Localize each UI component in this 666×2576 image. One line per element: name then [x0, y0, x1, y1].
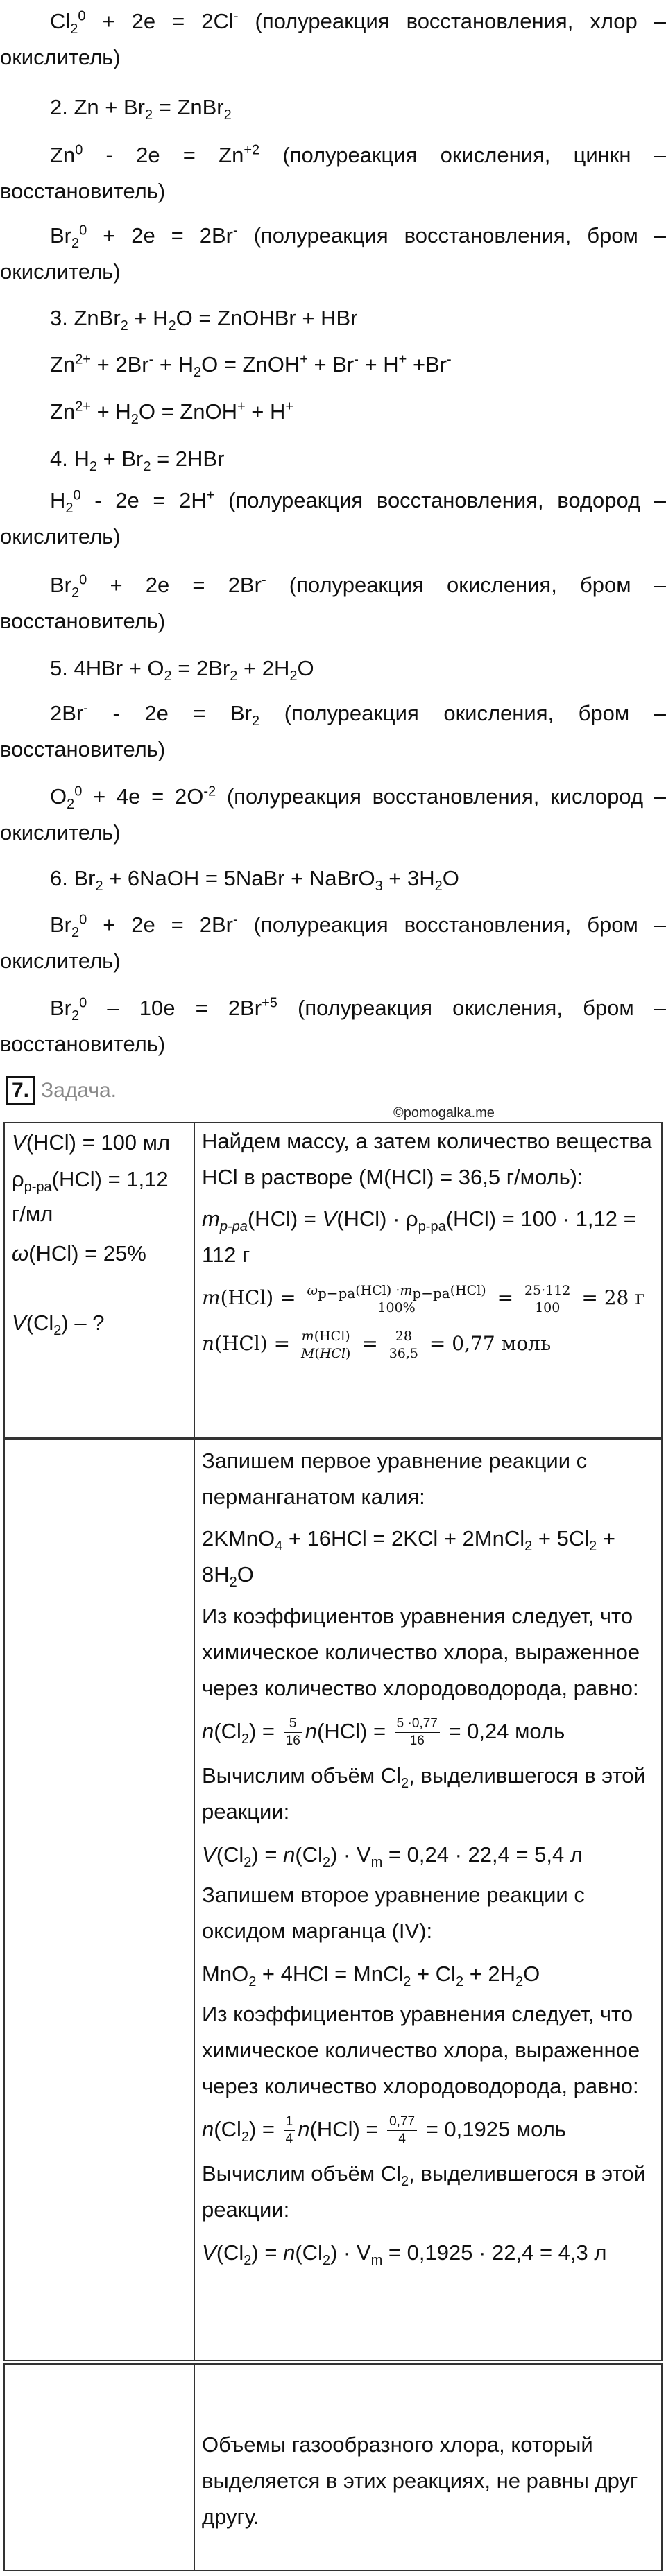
- reaction-5: 5. $4HBr + O_2 = 2Br_2 + 2H_2O$: [50, 656, 314, 684]
- line-br-reduction-cont: окислитель): [0, 259, 121, 284]
- text-first-reaction: Запишем первое уравнение реакции с перманганатом калия:: [202, 1449, 588, 1509]
- text-second-reaction: Запишем второе уравнение реакции с оксидом марганца (IV):: [202, 1883, 585, 1943]
- empty-cell-1: [4, 1440, 194, 2360]
- line-zn-oxidation-cont: восстановитель): [0, 179, 166, 203]
- line-cl-reduction-cont: окислитель): [0, 45, 121, 69]
- line-br-oxidation-2-cont: восстановитель): [0, 737, 166, 761]
- reaction-2: 2. $Zn + Br_2$ = ZnBr$_2$: [50, 95, 232, 123]
- text-coefficients-2: Из коэффициентов уравнения следует, что химическое количество хлора, выраженное через количество хлородоводорода, равно:: [202, 2002, 640, 2098]
- line-br-oxidation-2: $2Br^- - 2e = Br_2$ (полуреакция окисления, бром –: [50, 700, 666, 729]
- calc-v-cl2-1: $V(Cl_2) = n(Cl_2) \cdot V_m = 0,24 \cdot 22,4 = 5,4$ л: [202, 1842, 583, 1871]
- calc-n-cl2-1: $n(Cl_2)$ = $\frac{5}{16}$ n(HCl) = $\frac{5 \cdot 0,77}{16}$ = 0,24 моль: [202, 1716, 565, 1749]
- given-density: $\rho_{р-ра}(HCl) = 1,12$ г/мл: [12, 1167, 169, 1226]
- solution-cell-1: [194, 1123, 662, 1438]
- empty-cell-2: [4, 2364, 194, 2570]
- line-zn-oxidation: $Zn^0 - 2e = Zn^{+2}$ (полуреакция окисления, цинкн –: [50, 142, 666, 167]
- calc-n-cl2-2: $n(Cl_2)$ = $\frac{1}{4}$ n(HCl) = $\frac{0,77}{4}$ = 0,1925 моль: [202, 2114, 566, 2147]
- task-header: [0, 1075, 666, 1106]
- conclusion-table: [3, 2363, 663, 2571]
- reaction-4: 4. $H_2 + Br_2 = 2HBr$: [50, 447, 225, 475]
- given-volume: V(HCl) = 100 мл: [12, 1130, 171, 1155]
- ionic-eq-full: $Zn^{2+} + 2Br^- + H_2O$ = ZnOH+ + Br- + H+ +Br-: [50, 352, 452, 381]
- line-o-reduction-cont: окислитель): [0, 820, 121, 845]
- line-br-reduction: $Br_2^0 + 2e = 2Br^-$ (полуреакция восстановления, бром –: [50, 223, 666, 252]
- conclusion-text: Объемы газообразного хлора, который выделяется в этих реакциях, не равны друг другу.: [202, 2432, 638, 2529]
- line-br-reduction-2-cont: окислитель): [0, 949, 121, 973]
- line-h-reduction: $H_2^0 - 2e = 2H^+$ (полуреакция восстановления, водород –: [50, 487, 666, 517]
- calc-v-cl2-2: $V(Cl_2) = n(Cl_2) \cdot V_m = 0,1925 \cdot 22,4 = 4,3$ л: [202, 2240, 607, 2269]
- solution-intro: Найдем массу, а затем количество вещества HCl в растворе (M(HCl) = 36,5 г/моль):: [202, 1129, 652, 1189]
- find-volume: $V(Cl_2)$ – ?: [12, 1311, 105, 1339]
- text-volume-2: Вычислим объём $Cl_2$, выделившегося в этой реакции:: [202, 2161, 646, 2222]
- conclusion-cell: [194, 2364, 662, 2570]
- line-o-reduction: $O_2^0 + 4e = 2O^{-2}$ (полуреакция восстановления, кислород –: [50, 784, 666, 813]
- task-number: 7.: [6, 1076, 35, 1105]
- solution-mass-solution: $m_{р-ра}(HCl) = V(HCl) \cdot \rho_{р-ра}(HCl) = 100 \cdot 1,12$ = 112 г: [202, 1207, 636, 1267]
- line-br-oxidation-3: $Br_2^0 - 10e = 2Br^{+5}$ (полуреакция окисления, бром –: [50, 995, 666, 1024]
- reaction-6: 6. $Br_2$ + 6NaOH = 5NaBr + NaBrO$_3$ + $3H_2O$: [50, 866, 459, 894]
- given-table: [3, 1122, 663, 1439]
- text-coefficients-1: Из коэффициентов уравнения следует, что химическое количество хлора, выраженное через количество хлородоводорода, равно:: [202, 1604, 640, 1700]
- equation-kmno4: 2KMnO$_4$ + 16HCl = 2KCl + 2MnCl$_2$ + $5Cl_2$ + $8H_2O$: [202, 1526, 615, 1591]
- equation-mno2: MnO$_2$ + 4HCl = MnCl$_2$ + $Cl_2 + 2H_2O$: [202, 1962, 540, 1990]
- ionic-eq-short: $Zn^{2+} + H_2O$ = ZnOH+ + H+: [50, 399, 294, 428]
- given-omega: ω(HCl) = 25%: [12, 1241, 146, 1265]
- solution-n-hcl: n(HCl) = $\frac{\text{m(HCl)}}{\text{M(HCl)}}$ = $\frac{28}{36,5}$ = 0,77 моль: [202, 1329, 552, 1361]
- task-label: Задача.: [41, 1079, 117, 1102]
- solution-table: [3, 1439, 663, 2361]
- solution-mass-hcl: m(HCl) = $\frac{\omega_{р-ра}(HCl) \cdot m_{р-ра}(HCl)}{100\%}$ = $\frac{25\cdot 112}{100}$ = 28 г: [202, 1283, 645, 1315]
- line-br-oxidation: $Br_2^0 + 2e = 2Br^-$ (полуреакция окисления, бром –: [50, 572, 666, 601]
- line-br-oxidation-3-cont: восстановитель): [0, 1032, 166, 1056]
- line-cl-reduction: $Cl_2^0 + 2e = 2Cl^-$ (полуреакция восстановления, хлор –: [50, 8, 666, 37]
- text-volume-1: Вычислим объём $Cl_2$, выделившегося в этой реакции:: [202, 1763, 646, 1824]
- given-cell: [4, 1123, 194, 1438]
- line-br-oxidation-cont: восстановитель): [0, 609, 166, 633]
- reaction-3: 3. ZnBr$_2$ + $H_2O$ = ZnOHBr + HBr: [50, 306, 358, 334]
- line-br-reduction-2: $Br_2^0 + 2e = 2Br^-$ (полуреакция восстановления, бром –: [50, 912, 666, 941]
- line-h-reduction-cont: окислитель): [0, 524, 121, 548]
- solution-cell-2: [194, 1440, 662, 2360]
- watermark: ©pomogalka.me: [393, 1105, 495, 1121]
